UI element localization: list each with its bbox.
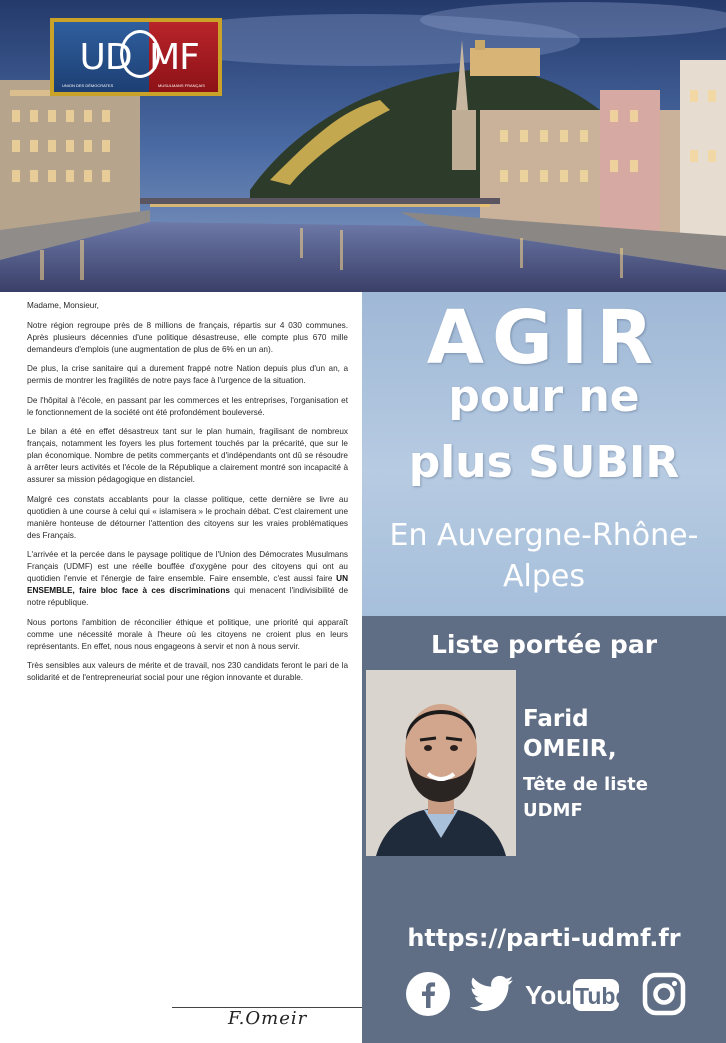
- svg-text:Tube: Tube: [575, 983, 629, 1009]
- signature: F.Omeir: [228, 1008, 308, 1029]
- headline-pour-ne: pour ne: [448, 371, 640, 422]
- candidate-portrait-image: [366, 670, 516, 856]
- logo-ring: [120, 30, 160, 78]
- logo-ud-text: UD: [79, 36, 132, 78]
- candidate-first-name: Farid: [523, 706, 589, 732]
- letter-paragraph: [27, 549, 348, 609]
- letter-paragraph-bold: UN ENSEMBLE, faire bloc face à ces discriminations: [27, 574, 348, 595]
- instagram-icon[interactable]: [640, 970, 688, 1018]
- signature-area: [0, 1000, 362, 1035]
- letter-paragraph-part: L'arrivée et la percée dans le paysage politique de l'Union des Démocrates Musulmans Français (UDMF) est une réelle bouffée d'oxygène pour des citoyens qui ont au quotidien l'envie et l'énergie de faire ensemble. Faire ensemble, c'est aussi faire: [27, 550, 348, 583]
- candidate-last-name: OMEIR,: [523, 736, 617, 762]
- logo-subtitle-left: UNION DES DÉMOCRATES: [62, 83, 114, 88]
- letter-paragraph: Très sensibles aux valeurs de mérite et de travail, nos 230 candidats feront le pari de la solidarité et de l'entrepreneuriat social pour une région innovante et durable.: [27, 661, 348, 682]
- candidate-portrait: [366, 670, 516, 856]
- facebook-icon[interactable]: [404, 970, 452, 1018]
- website-link[interactable]: https://parti-udmf.fr: [407, 924, 681, 952]
- letter-paragraph: Le bilan a été en effet désastreux tant sur le plan humain, fragilisant de nombreux français, notamment les foyers les plus fortement touchés par la précarité, que sur le plan économique. Nombre de petits commerçants et d'indépendants ont dû se résoudre à arrêter leurs activités et l'école de la République a clairement montré son incapacité à assurer sa mission pédagogique en distanciel.: [27, 427, 348, 484]
- youtube-icon[interactable]: [525, 970, 629, 1018]
- letter-paragraph: Malgré ces constats accablants pour la classe politique, cette dernière se livre au quotidien à une course à celui qui « islamisera » le prochain débat. C'est clairement une manière honteuse de détourner l'attention des citoyens sur les vraies problématiques des Français.: [27, 494, 348, 540]
- svg-text:You: You: [525, 980, 573, 1010]
- letter-paragraph-part: qui menacent l'indivisibilité de notre république.: [27, 586, 348, 607]
- twitter-icon[interactable]: [468, 970, 516, 1018]
- letter-paragraph: De l'hôpital à l'école, en passant par les commerces et les entreprises, l'organisation et le fonctionnement de la société ont été profondément bouleversé.: [27, 395, 348, 417]
- logo-subtitle-right: MUSULMANS FRANÇAIS: [158, 83, 205, 88]
- headline-plus-subir: plus SUBIR: [408, 437, 680, 488]
- letter-greeting: Madame, Monsieur,: [27, 301, 99, 310]
- headline-agir: AGIR: [426, 295, 662, 381]
- candidate-info: [523, 704, 723, 824]
- candidate-role: Tête de liste: [523, 774, 648, 795]
- candidate-heading: Liste portée par: [430, 630, 658, 659]
- region-name: En Auvergne-Rhône-Alpes: [389, 518, 699, 594]
- letter-body: [27, 300, 348, 692]
- letter-paragraph: Notre région regroupe près de 8 millions de français, répartis sur 4 030 communes. Après plusieurs décennies d'une politique désastreuse, elle compte plus 670 mille demandeurs d'emplois (une augmentation de plus de 6% en un an).: [27, 320, 348, 354]
- candidate-party: UDMF: [523, 800, 583, 821]
- letter-paragraph: De plus, la crise sanitaire qui a durement frappé notre Nation depuis plus d'un an, a permis de montrer les fragilités de notre pays face à l'urgence de la situation.: [27, 364, 348, 385]
- letter-column: [0, 292, 362, 1043]
- letter-paragraph: Nous portons l'ambition de réconcilier éthique et politique, une priorité qui apparaît comme une nécessité morale à l'heure où les citoyens ne croient plus en leurs représentants. En effet, nous nous engageons à servir et non à nous servir.: [27, 617, 348, 651]
- udmf-logo: [50, 18, 222, 96]
- logo-mf-text: MF: [149, 36, 199, 78]
